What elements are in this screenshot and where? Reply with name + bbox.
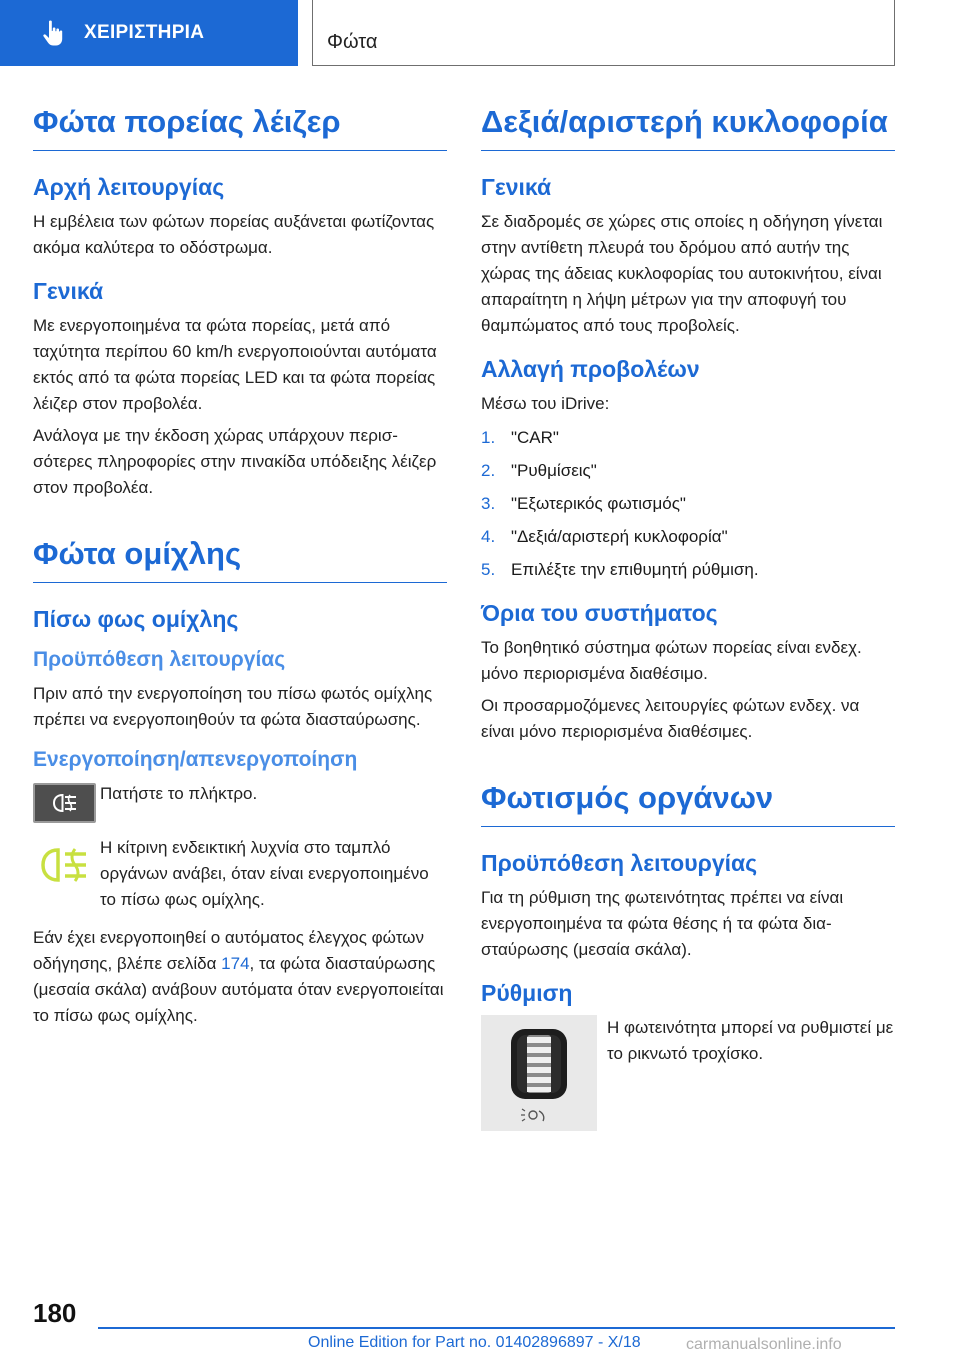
edition-text: Online Edition for Part no. 01402896897 - X/18 [308,1334,641,1351]
on-off-heading: Ενεργοποίηση/απενεργοποίηση [33,748,358,771]
footer-divider [98,1327,895,1329]
principle-text: Η εμβέλεια των φώτων πορείας αυξάνεται φωτίζοντας ακόμα καλύτερα το οδόστρωμα. [33,212,435,257]
list-item [481,524,895,550]
list-item [481,491,895,517]
steps-list [481,425,895,583]
adjustment-text: Η φωτεινότητα μπορεί να ρυθμιστεί με το ρικνωτό τροχίσκο. [607,1018,894,1063]
indicator-row [33,835,447,913]
hand-pointer-icon [40,19,66,47]
laser-lights-heading: Φώτα πορείας λέιζερ [33,103,447,151]
press-button-row [33,781,447,823]
step-text: "Δεξιά/αριστερή κυκλοφορία" [511,527,728,546]
general-text-1: Με ενεργοποιημένα τα φώτα πορείας, μετά από ταχύτητα περίπου 60 km/h ενεργοποιούνται αυτόματα εκτός από τα φώτα πορείας LED και τα φώτα πορείας λέιζερ στον προβολέα. [33,316,437,413]
page-link[interactable]: 174 [221,954,250,973]
section-tab [312,0,895,66]
step-text: "Εξωτερικός φωτισμός" [511,494,686,513]
list-item [481,425,895,451]
indicator-lamp [33,835,96,895]
limits-text-2: Οι προσαρμοζόμενες λειτουργίες φώτων ενδεχ. να είναι μόνο περιορισμένα διαθέσιμες. [481,696,860,741]
rear-fog-button-image [33,783,96,823]
step-text: "Ρυθμίσεις" [511,461,597,480]
limits-text-1: Το βοηθητικό σύστημα φώτων πορείας είναι ενδεχ. μόνο περιορισμένα διαθέσιμο. [481,638,862,683]
via-idrive-text: Μέσω του iDrive: [481,394,610,413]
page-number: 180 [33,1298,77,1328]
rear-fog-light-icon [50,792,80,814]
auto-text-part-1: Εάν έχει ενεργοποιηθεί ο αυτόματος έλεγχος φώτων οδήγησης, βλέπε σελίδα [33,928,424,973]
step-text: "CAR" [511,428,559,447]
list-item [481,557,895,583]
press-text: Πατήστε το πλήκτρο. [100,784,258,803]
instrument-lighting-heading: Φωτισμός οργάνων [481,779,895,827]
chapter-title: ΧΕΙΡΙΣΤΗΡΙΑ [84,22,205,43]
thumbwheel-image [481,1015,597,1131]
step-number: 3. [481,494,496,513]
general-text-2: Ανάλογα με την έκδοση χώρας υπάρχουν περισσότερες πληροφορίες στην πινακίδα υπόδειξης λέιζερ στον προβολέα. [33,426,437,497]
general-heading-right: Γενικά [481,174,552,200]
step-text: Επιλέξτε την επιθυμητή ρύθμιση. [511,560,759,579]
right-column [481,103,895,1131]
precondition-text-right: Για τη ρύθμιση της φωτεινότητας πρέπει να είναι ενεργοποιημένα τα φώτα θέσης ή τα φώτα διασταύρωσης (μεσαία σκάλα). [481,888,844,959]
step-number: 1. [481,428,496,447]
step-number: 4. [481,527,496,546]
principle-heading: Αρχή λειτουργίας [33,174,225,200]
precondition-heading-right: Προϋπόθεση λειτουργίας [481,850,758,876]
rear-fog-heading: Πίσω φως ομίχλης [33,606,239,632]
general-heading: Γενικά [33,278,104,304]
watermark: carmanualsonline.info [686,1336,842,1353]
traffic-side-heading: Δεξιά/αριστερή κυκλοφορία [481,103,895,151]
step-number: 2. [481,461,496,480]
section-title: Φώτα [327,31,378,53]
fog-lights-heading: Φώτα ομίχλης [33,535,447,583]
precondition-text: Πριν από την ενεργοποίηση του πίσω φωτός ομίχλης πρέπει να ενεργοποιηθούν τα φώτα διασταύρωσης. [33,684,433,729]
adjustment-row [481,1015,895,1131]
system-limits-heading: Όρια του συστήματος [481,600,718,626]
left-column [33,103,447,1041]
adjustment-heading: Ρύθμιση [481,980,573,1006]
indicator-text: Η κίτρινη ενδεικτική λυχνία στο ταμπλό οργάνων ανάβει, όταν είναι ενεργοποιημένο το πίσω φως ομίχλης. [100,838,429,909]
list-item [481,458,895,484]
change-headlights-heading: Αλλαγή προβολέων [481,356,700,382]
auto-light-text [33,925,447,1029]
chapter-tab [0,0,298,66]
auto-text-part-2: , τα φώτα διασταύρωσης (μεσαία σκάλα) ανάβουν αυτόματα όταν ενεργοποιείται το πίσω φως ομίχλης. [33,954,444,1025]
precondition-heading: Προϋπόθεση λειτουργίας [33,648,286,671]
step-number: 5. [481,560,496,579]
general-text-right: Σε διαδρομές σε χώρες στις οποίες η οδήγηση γίνεται στην αντίθετη πλευρά του δρόμου από αυτήν της χώρας της άδειας κυκλοφορίας του αυτοκινήτου, είναι απαραίτητη η λήψη μέτρων για την αποφυγή του θαμπώματος από τους προβολείς. [481,212,883,335]
thumbwheel-icon [481,1015,597,1131]
rear-fog-indicator-icon [39,845,91,885]
